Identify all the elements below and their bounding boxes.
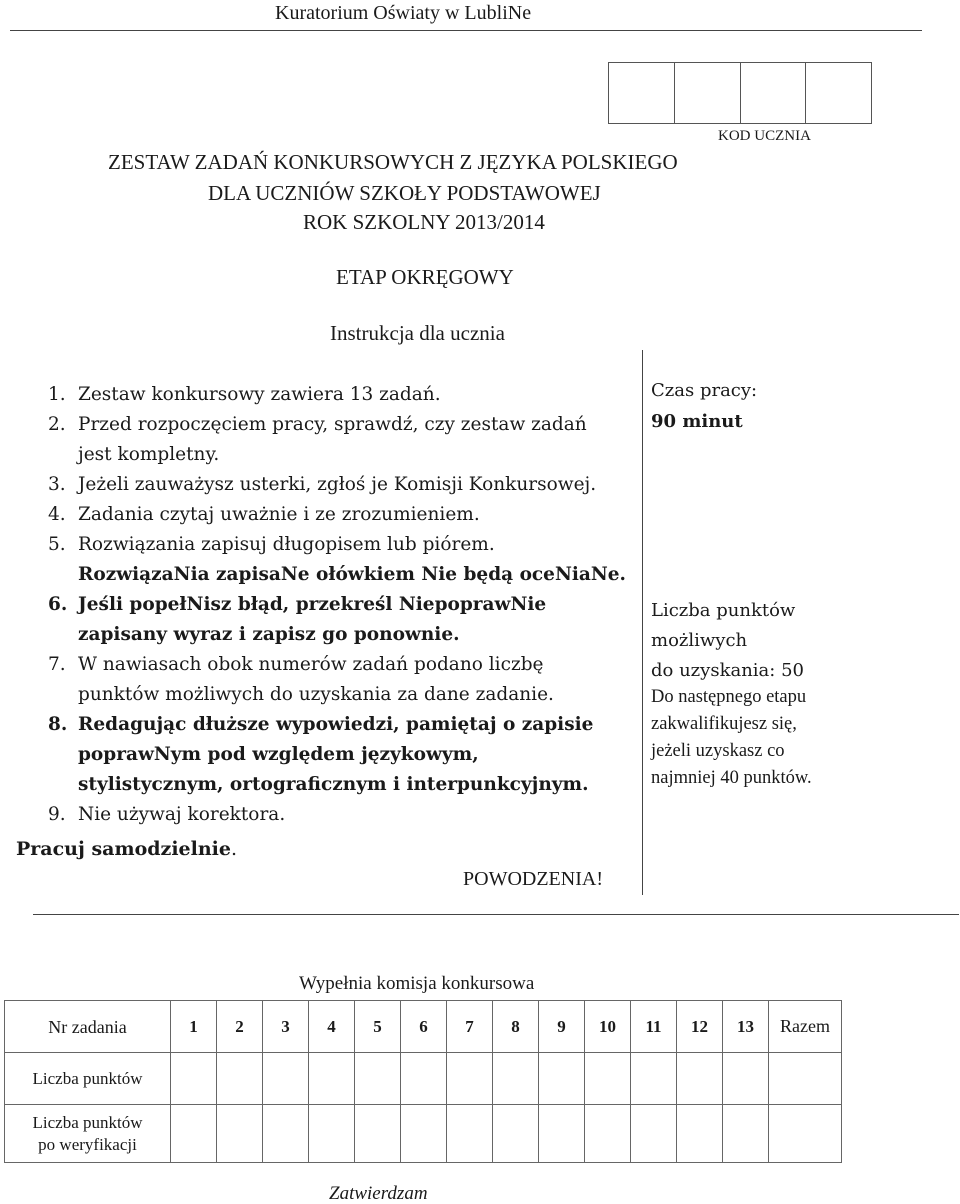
instruction-item xyxy=(48,710,638,800)
verified-points-cell[interactable] xyxy=(539,1105,585,1163)
max-points-line: do uzyskania: 50 xyxy=(651,660,804,681)
task-number-cell: 6 xyxy=(401,1001,447,1053)
points-cell[interactable] xyxy=(493,1053,539,1105)
closing-note xyxy=(16,838,237,860)
max-points-line: Liczba punktów xyxy=(651,600,796,621)
stage-heading: ETAP OKRĘGOWY xyxy=(336,265,514,289)
instruction-number: 3. xyxy=(48,474,66,495)
title-line-2: DLA UCZNIÓW SZKOŁY PODSTAWOWEJ xyxy=(208,181,601,205)
good-luck-word: POWODZENIA xyxy=(463,868,597,890)
instruction-number: 2. xyxy=(48,414,66,435)
instruction-line: Przed rozpoczęciem pracy, sprawdź, czy zestaw zadań xyxy=(78,414,587,435)
task-number-cell: 5 xyxy=(355,1001,401,1053)
instruction-text xyxy=(78,530,638,590)
instruction-line: jest kompletny. xyxy=(78,444,220,465)
verified-points-cell[interactable] xyxy=(723,1105,769,1163)
instruction-line: stylistycznym, ortograficznym i interpunkcyjnym. xyxy=(78,774,589,795)
max-points-line: możliwych xyxy=(651,630,748,651)
time-value: 90 minut xyxy=(651,411,743,432)
verified-header-line: po weryfikacji xyxy=(38,1134,137,1154)
instruction-text xyxy=(78,590,638,650)
verified-points-cell[interactable] xyxy=(401,1105,447,1163)
points-row-header: Liczba punktów xyxy=(5,1053,171,1105)
instruction-line: Rozwiązania zapisuj długopisem lub piórem. xyxy=(78,534,495,555)
instruction-line: poprawNym pod względem językowym, xyxy=(78,744,479,765)
closing-period: . xyxy=(230,838,238,860)
instruction-text xyxy=(78,800,638,830)
points-cell[interactable] xyxy=(355,1053,401,1105)
task-number-cell: 2 xyxy=(217,1001,263,1053)
instruction-line: Zadania czytaj uważnie i ze zrozumieniem. xyxy=(78,504,480,525)
instruction-item xyxy=(48,500,638,530)
points-total-cell[interactable] xyxy=(769,1053,842,1105)
section-divider xyxy=(33,914,959,915)
verified-points-cell[interactable] xyxy=(309,1105,355,1163)
instruction-line: Zestaw konkursowy zawiera 13 zadań. xyxy=(78,384,441,405)
instruction-text xyxy=(78,410,638,470)
task-number-cell: 1 xyxy=(171,1001,217,1053)
header-divider xyxy=(10,30,922,31)
instruction-line: Nie używaj korektora. xyxy=(78,804,286,825)
points-cell[interactable] xyxy=(309,1053,355,1105)
student-code-label: KOD UCZNIA xyxy=(718,128,811,144)
verified-points-row xyxy=(5,1105,842,1163)
score-table xyxy=(4,1000,842,1163)
qualification-info xyxy=(651,684,812,792)
points-row xyxy=(5,1053,842,1105)
task-number-cell: 8 xyxy=(493,1001,539,1053)
instruction-number: 9. xyxy=(48,804,66,825)
instruction-item xyxy=(48,530,638,590)
verified-points-cell[interactable] xyxy=(217,1105,263,1163)
verified-points-cell[interactable] xyxy=(631,1105,677,1163)
instruction-item xyxy=(48,650,638,710)
code-box[interactable] xyxy=(741,63,807,123)
good-luck-text xyxy=(463,868,603,891)
instruction-list xyxy=(48,380,638,830)
task-number-row xyxy=(5,1001,842,1053)
instruction-item xyxy=(48,410,638,470)
verified-points-cell[interactable] xyxy=(493,1105,539,1163)
task-number-cell: 12 xyxy=(677,1001,723,1053)
total-header: Razem xyxy=(769,1001,842,1053)
points-cell[interactable] xyxy=(263,1053,309,1105)
points-cell[interactable] xyxy=(217,1053,263,1105)
instruction-number: 5. xyxy=(48,534,66,555)
verified-points-cell[interactable] xyxy=(171,1105,217,1163)
verified-points-cell[interactable] xyxy=(355,1105,401,1163)
task-number-cell: 10 xyxy=(585,1001,631,1053)
task-number-cell: 4 xyxy=(309,1001,355,1053)
instruction-item xyxy=(48,470,638,500)
instructions-heading: Instrukcja dla ucznia xyxy=(330,321,505,345)
column-divider xyxy=(642,350,643,895)
instruction-line: Jeśli popełNisz błąd, przekreśl NiepoprawNie xyxy=(78,594,547,615)
points-cell[interactable] xyxy=(631,1053,677,1105)
time-label: Czas pracy: xyxy=(651,380,758,401)
instruction-text xyxy=(78,380,638,410)
instruction-number: 4. xyxy=(48,504,66,525)
instruction-number: 8. xyxy=(48,714,68,735)
points-cell[interactable] xyxy=(723,1053,769,1105)
qualification-line: zakwalifikujesz się, xyxy=(651,714,797,734)
max-points-info xyxy=(651,596,804,686)
instruction-text xyxy=(78,650,638,710)
code-box[interactable] xyxy=(609,63,675,123)
instruction-item xyxy=(48,590,638,650)
verified-points-cell[interactable] xyxy=(447,1105,493,1163)
instruction-item xyxy=(48,380,638,410)
good-luck-exclaim: ! xyxy=(596,868,603,890)
code-box[interactable] xyxy=(675,63,741,123)
instruction-number: 7. xyxy=(48,654,66,675)
points-cell[interactable] xyxy=(447,1053,493,1105)
instruction-line: RozwiązaNia zapisaNe ołówkiem Nie będą oceNiaNe. xyxy=(78,564,626,585)
qualification-line: Do następnego etapu xyxy=(651,687,807,707)
instruction-line: Redagując dłuższe wypowiedzi, pamiętaj o zapisie xyxy=(78,714,594,735)
verified-header-line: Liczba punktów xyxy=(32,1112,143,1132)
instruction-item xyxy=(48,800,638,830)
task-number-cell: 13 xyxy=(723,1001,769,1053)
instruction-line: zapisany wyraz i zapisz go ponownie. xyxy=(78,624,460,645)
instruction-line: punktów możliwych do uzyskania za dane zadanie. xyxy=(78,684,554,705)
instruction-text xyxy=(78,500,638,530)
points-cell[interactable] xyxy=(677,1053,723,1105)
header-title: Kuratorium Oświaty w LubliNe xyxy=(275,2,532,24)
task-number-cell: 7 xyxy=(447,1001,493,1053)
verified-points-cell[interactable] xyxy=(585,1105,631,1163)
points-cell[interactable] xyxy=(171,1053,217,1105)
instruction-text xyxy=(78,710,638,800)
qualification-line: najmniej 40 punktów. xyxy=(651,768,812,788)
score-table-caption: Wypełnia komisja konkursowa xyxy=(299,973,535,994)
verified-total-cell[interactable] xyxy=(769,1105,842,1163)
title-line-1: ZESTAW ZADAŃ KONKURSOWYCH Z JĘZYKA POLSKIEGO xyxy=(108,150,678,174)
closing-text: Pracuj samodzielnie xyxy=(16,838,231,860)
task-number-cell: 11 xyxy=(631,1001,677,1053)
qualification-line: jeżeli uzyskasz co xyxy=(651,741,785,761)
points-cell[interactable] xyxy=(585,1053,631,1105)
code-box[interactable] xyxy=(806,63,871,123)
task-number-cell: 9 xyxy=(539,1001,585,1053)
approve-label: Zatwierdzam xyxy=(329,1183,428,1204)
points-cell[interactable] xyxy=(539,1053,585,1105)
verified-points-header xyxy=(5,1105,171,1163)
instruction-line: W nawiasach obok numerów zadań podano liczbę xyxy=(78,654,544,675)
title-line-3: ROK SZKOLNY 2013/2014 xyxy=(303,210,545,234)
points-cell[interactable] xyxy=(401,1053,447,1105)
task-number-cell: 3 xyxy=(263,1001,309,1053)
verified-points-cell[interactable] xyxy=(677,1105,723,1163)
instruction-number: 6. xyxy=(48,594,68,615)
task-number-header: Nr zadania xyxy=(5,1001,171,1053)
verified-points-cell[interactable] xyxy=(263,1105,309,1163)
instruction-text xyxy=(78,470,638,500)
instruction-number: 1. xyxy=(48,384,66,405)
instruction-line: Jeżeli zauważysz usterki, zgłoś je Komisji Konkursowej. xyxy=(78,474,597,495)
student-code-boxes xyxy=(608,62,872,124)
